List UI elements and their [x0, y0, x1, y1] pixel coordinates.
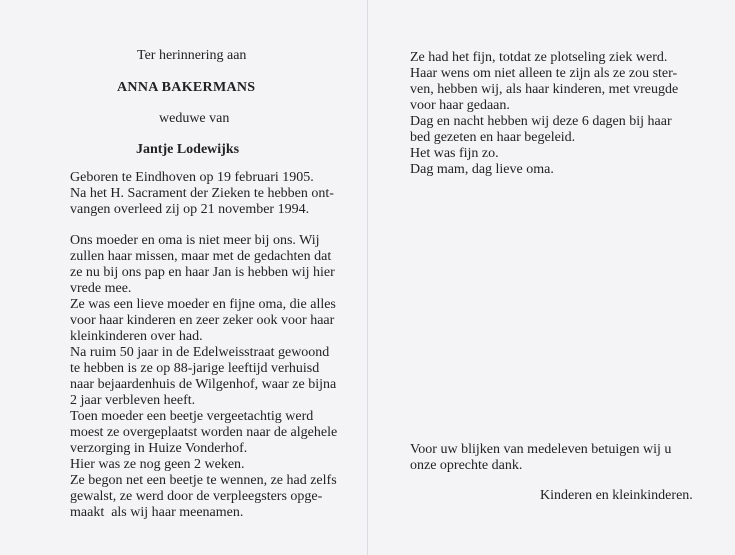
body-line: zullen haar missen, maar met de gedachten dat — [70, 249, 332, 264]
body-line: bed gezeten en haar begeleid. — [410, 130, 576, 145]
relation-text: weduwe van — [159, 111, 230, 126]
right-page — [368, 0, 735, 555]
body-line: ven, hebben wij, als haar kinderen, met vreugde — [410, 82, 679, 97]
body-line: Het was fijn zo. — [410, 146, 499, 161]
birth-line-2: Na het H. Sacrament der Zieken te hebben ont- — [70, 186, 334, 201]
body-line: vrede mee. — [70, 281, 132, 296]
thanks-line-2: onze oprechte dank. — [410, 458, 523, 473]
body-line: Ze begon net een beetje te wennen, ze had zelfs — [70, 473, 337, 488]
body-line: Haar wens om niet alleen te zijn als ze zou ster- — [410, 66, 678, 81]
body-line: Na ruim 50 jaar in de Edelweisstraat gewoond — [70, 345, 330, 360]
body-line: Ze was een lieve moeder en fijne oma, die alles — [70, 297, 336, 312]
body-line: 2 jaar verbleven heeft. — [70, 393, 196, 408]
body-line: Dag en nacht hebben wij deze 6 dagen bij haar — [410, 114, 672, 129]
body-line: voor haar kinderen en zeer zeker ook voor haar — [70, 313, 335, 328]
deceased-name: ANNA BAKERMANS — [117, 80, 256, 95]
intro-text: Ter herinnering aan — [137, 48, 247, 63]
body-line: Dag mam, dag lieve oma. — [410, 162, 554, 177]
birth-line-1: Geboren te Eindhoven op 19 februari 1905. — [70, 170, 314, 185]
body-line: Hier was ze nog geen 2 weken. — [70, 457, 245, 472]
signature: Kinderen en kleinkinderen. — [540, 488, 693, 503]
spouse-name: Jantje Lodewijks — [136, 142, 240, 157]
body-line: kleinkinderen over had. — [70, 329, 203, 344]
body-line: verzorging in Huize Vonderhof. — [70, 441, 248, 456]
body-line: te hebben is ze op 88-jarige leeftijd verhuisd — [70, 361, 320, 376]
body-line: voor haar gedaan. — [410, 98, 510, 113]
body-line: naar bejaardenhuis de Wilgenhof, waar ze bijna — [70, 377, 337, 392]
body-line: gewalst, ze werd door de verpleegsters opge- — [70, 489, 323, 504]
body-line: moest ze overgeplaatst worden naar de algehele — [70, 425, 338, 440]
body-line: ze nu bij ons pap en haar Jan is hebben wij hier — [70, 265, 335, 280]
body-line: Toen moeder een beetje vergeetachtig werd — [70, 409, 314, 424]
body-line: Ze had het fijn, totdat ze plotseling ziek werd. — [410, 50, 668, 65]
thanks-line-1: Voor uw blijken van medeleven betuigen wij u — [410, 442, 672, 457]
body-line: Ons moeder en oma is niet meer bij ons. Wij — [70, 233, 320, 248]
left-page — [0, 0, 367, 555]
body-line: maakt als wij haar meenamen. — [70, 505, 244, 520]
birth-line-3: vangen overleed zij op 21 november 1994. — [70, 202, 310, 217]
